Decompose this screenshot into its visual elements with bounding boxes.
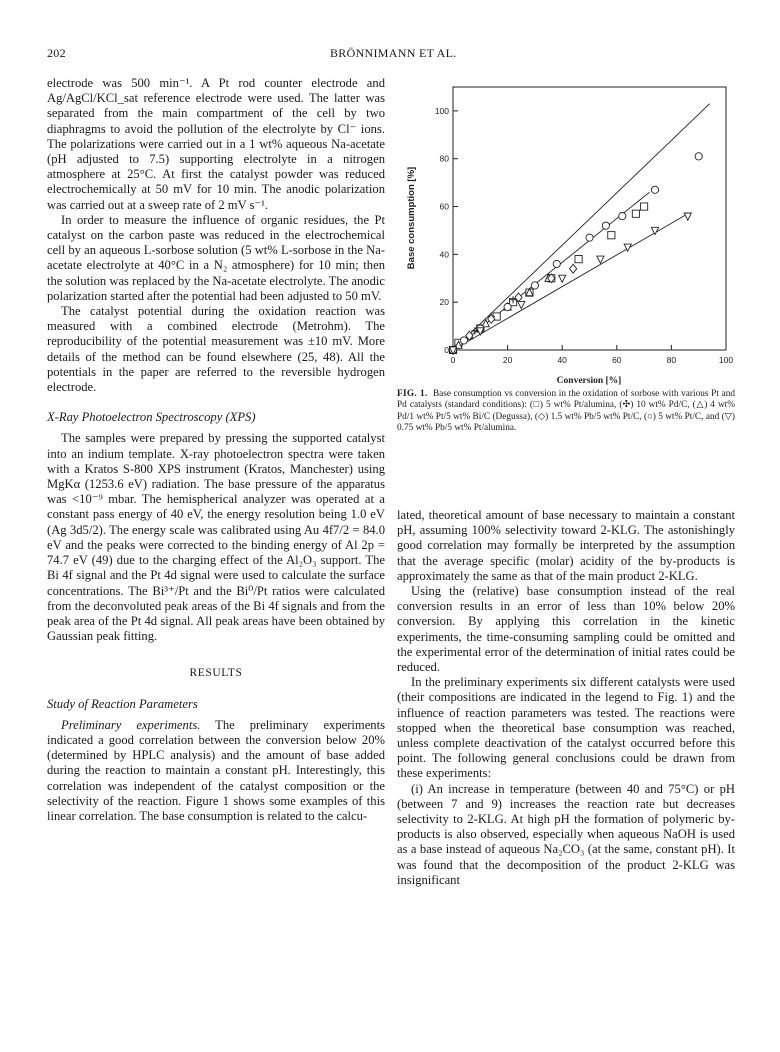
- data-point-circle: [553, 260, 560, 267]
- data-point-triangle-down: [559, 275, 566, 282]
- x-tick-label: 0: [450, 355, 456, 365]
- xps-heading: X-Ray Photoelectron Spectroscopy (XPS): [47, 410, 256, 425]
- prelim-text: The preliminary experiments indicated a good correlation between the conversion below 20% (determined by HPLC analysis) and the amount of base added during the reaction to maintain a constant pH. Interestingly, this correlation was independent of the catalyst composition or the selectivity of the reaction. Figure 1 shows some examples of this linear correlation. The base consumption is related to the calcu-: [47, 717, 385, 823]
- data-point-circle: [651, 186, 658, 193]
- figure-label: FIG. 1.: [397, 389, 428, 399]
- y-tick-label: 100: [434, 105, 449, 116]
- left-paragraph-5: [47, 718, 385, 824]
- left-paragraph-3: The catalyst potential during the oxidation reaction was measured with a combined electrode (Metrohm). The reproducibility of the potential measurement was ±10 mV. More details of the method can be found elsewhere (25, 48). All the potentials in the paper are referred to the reversible hydrogen electrode.: [47, 304, 385, 395]
- results-heading: RESULTS: [189, 667, 243, 680]
- x-tick-label: 60: [612, 355, 622, 365]
- data-point-circle: [619, 213, 626, 220]
- data-point-circle: [460, 337, 467, 344]
- data-point-triangle-down: [597, 256, 604, 263]
- left-column: [47, 76, 385, 824]
- x-tick-label: 80: [666, 355, 677, 365]
- y-tick-label: 0: [444, 345, 449, 355]
- y-tick-label: 60: [439, 201, 449, 212]
- figure-caption-text: Base consumption vs conversion in the oxidation of sorbose with various Pt and Pd catalysts (standard conditions): (□) 5 wt% Pt/alumina, (✣) 10 wt% Pd/C, (△) 4 wt% Pd/1 wt% Pt/5 wt% Bi/C (Degussa), (◇) 1.5 wt% Pb/5 wt% Pt/C, (○) 5 wt% Pt/C, and (▽) 0.75 wt% Pb/5 wt% Pt/alumina.: [397, 389, 736, 434]
- figure-caption: [397, 389, 735, 435]
- data-point-circle: [695, 153, 702, 160]
- right-paragraph-4: (i) An increase in temperature (between 40 and 75°C) or pH (between 7 and 9) increases the reaction rate but decreases selectivity to 2-KLG. At high pH the formation of polymeric by-products is also observed, especially when aqueous NaOH is used as a base instead of aqueous Na₂CO₃ (at the same, constant pH). It was found that the decomposition of the product 2-KLG was insignificant: [397, 781, 735, 887]
- figure-1-chart: [390, 80, 750, 386]
- left-paragraph-4: The samples were prepared by pressing the supported catalyst into an indium template. X-ray photoelectron spectra were taken with a Kratos S-800 XPS instrument (Kratos, Manchester) using MgKα (1253.6 eV) radiation. The base pressure of the apparatus was <10⁻⁹ mbar. The hemispherical analyzer was operated at a constant pass energy of 40 eV, the energy resolution being 1.0 eV (Ag 3d5/2). The energy scale was calibrated using Au 4f7/2 = 84.0 eV and the peaks were corrected to the binding energy of Al 2p = 74.7 eV (49) due to the charging effect of the Al₂O₃ support. The Bi 4f signal and the Pt 4d signal were used to calculate the surface concentrations. The Bi³⁺/Pt and the Bi⁰/Pt ratios were calculated from the deconvoluted peak areas of the Bi 4f signals and from the peak area of the Pt 4d signal. All peak areas have been obtained by Gaussian peak fitting.: [47, 431, 385, 644]
- y-tick-label: 80: [439, 153, 449, 164]
- y-tick-label: 20: [439, 297, 449, 308]
- data-point-square: [632, 210, 639, 217]
- page-number: 202: [47, 46, 66, 60]
- data-point-square: [575, 256, 582, 263]
- prelim-lead: Preliminary experiments.: [61, 717, 201, 732]
- data-point-diamond: [570, 264, 577, 273]
- data-point-triangle-down: [518, 301, 525, 308]
- x-tick-label: 20: [502, 355, 513, 365]
- x-tick-label: 40: [557, 355, 567, 365]
- data-point-square: [641, 203, 648, 210]
- left-paragraph-2: In order to measure the influence of organic residues, the Pt catalyst on the carbon paste was reduced in the electrochemical cell by an aqueous L-sorbose solution (5 wt% L-sorbose in the Na-acetate electrolyte at 40°C in a N₂ atmosphere) for 10 min; then the solution was replaced by the Na-acetate electrolyte. The anodic polarization started after the potential had been adjusted to 50 mV.: [47, 212, 385, 303]
- data-point-circle: [504, 303, 511, 310]
- x-tick-label: 100: [718, 355, 734, 365]
- data-point-circle: [602, 222, 609, 229]
- data-point-triangle-down: [684, 213, 691, 220]
- y-axis-label: Base consumption [%]: [406, 166, 417, 270]
- data-point-square: [608, 232, 615, 239]
- fit-line: [453, 214, 688, 350]
- x-axis-label: Conversion [%]: [556, 376, 622, 386]
- left-paragraph-1: electrode was 500 min⁻¹. A Pt rod counter electrode and Ag/AgCl/KCl_sat reference electrode were used. The latter was separated from the main compartment of the cell by two diaphragms to avoid the pollution of the electrolyte by Cl⁻ ions. The polarizations were carried out in a 1 wt% aqueous Na-acetate (pH adjusted to 7.5) supporting electrolyte in a nitrogen atmosphere at 25°C. At first the catalyst powder was reduced electrochemically at 50 mV for 10 min. The anodic polarization was carried out at a sweep rate of 2 mV s⁻¹.: [47, 76, 385, 212]
- data-point-circle: [531, 282, 538, 289]
- right-paragraph-2: Using the (relative) base consumption instead of the real conversion results in an error of less than 10% below 20% conversion. By applying this correlation in the kinetic experiments, the time-consuming sampling could be omitted and the experimental error of the determination of initial rates could be reduced.: [397, 584, 735, 675]
- right-column: [397, 508, 735, 888]
- y-tick-label: 40: [439, 249, 449, 260]
- running-title: BRÖNNIMANN ET AL.: [330, 46, 457, 60]
- data-point-circle: [586, 234, 593, 241]
- right-paragraph-3: In the preliminary experiments six different catalysts were used (their compositions are indicated in the legend to Fig. 1) and the influence of reaction parameters was tested. The reactions were stopped when the theoretical base consumption was reached, unless complete deactivation of the catalyst occurred before this point. The following general conclusions could be drawn from these experiments:: [397, 675, 735, 781]
- right-paragraph-1: lated, theoretical amount of base necessary to maintain a constant pH, assuming 100% selectivity toward 2-KLG. The astonishingly good correlation may formally be interpreted by the assumption that the average specific (molar) acidity of the by-products is approximately the same as that of the main product 2-KLG.: [397, 508, 735, 583]
- study-heading: Study of Reaction Parameters: [47, 696, 198, 711]
